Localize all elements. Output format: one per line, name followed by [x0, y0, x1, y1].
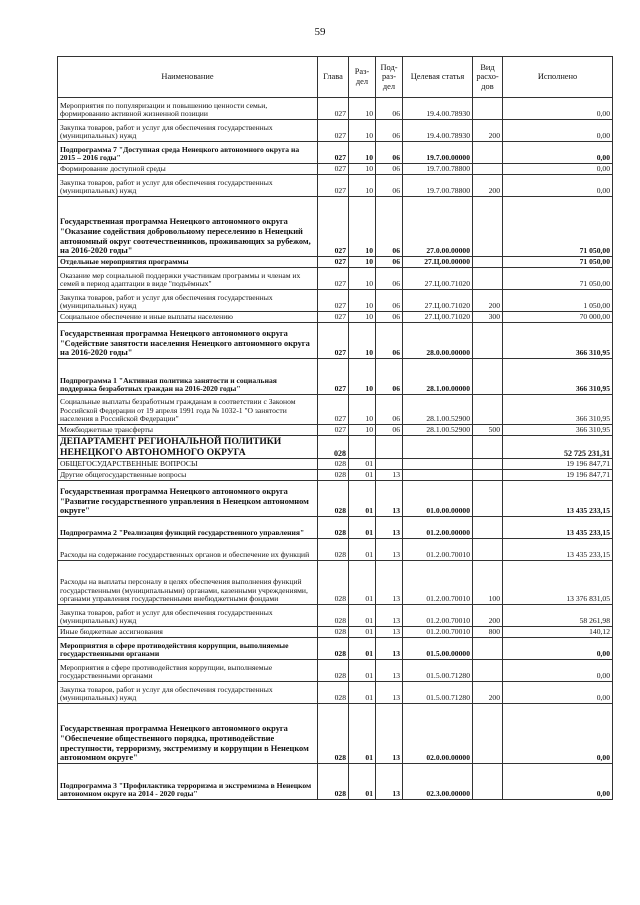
cell-vid [473, 395, 503, 425]
cell-cel: 27.Ц.00.71020 [403, 268, 473, 290]
cell-podrazdel: 13 [376, 704, 403, 764]
cell-glava: 028 [318, 436, 349, 459]
cell-podrazdel: 13 [376, 539, 403, 561]
cell-glava: 027 [318, 257, 349, 268]
cell-vid: 200 [473, 290, 503, 312]
cell-podrazdel: 06 [376, 268, 403, 290]
cell-razdel: 10 [349, 98, 376, 120]
cell-vid: 800 [473, 627, 503, 638]
cell-amount: 71 050,00 [503, 257, 613, 268]
cell-cel: 27.Ц.00.71020 [403, 312, 473, 323]
cell-cel: 01.2.00.70010 [403, 561, 473, 605]
cell-glava: 028 [318, 481, 349, 517]
cell-name: Оказание мер социальной поддержки участникам программы и членам их семей в период адаптации в виде "подъёмных" [58, 268, 318, 290]
cell-podrazdel: 06 [376, 323, 403, 359]
cell-vid [473, 704, 503, 764]
cell-vid [473, 539, 503, 561]
table-row [58, 175, 613, 197]
cell-name: Мероприятия по популяризации и повышению ценности семьи, формированию активной жизненной позиции [58, 98, 318, 120]
cell-razdel: 01 [349, 481, 376, 517]
cell-cel [403, 459, 473, 470]
cell-amount: 19 196 847,71 [503, 470, 613, 481]
cell-podrazdel: 06 [376, 290, 403, 312]
cell-vid [473, 481, 503, 517]
cell-razdel: 01 [349, 605, 376, 627]
cell-amount: 0,00 [503, 704, 613, 764]
cell-amount: 71 050,00 [503, 197, 613, 257]
cell-amount: 0,00 [503, 98, 613, 120]
table-row [58, 561, 613, 605]
cell-razdel: 01 [349, 517, 376, 539]
table-row [58, 605, 613, 627]
cell-name: Государственная программа Ненецкого автономного округа "Развитие государственного управления в Ненецком автономном округе" [58, 481, 318, 517]
table-row [58, 323, 613, 359]
cell-glava: 027 [318, 290, 349, 312]
cell-cel: 01.2.00.00000 [403, 517, 473, 539]
cell-vid [473, 98, 503, 120]
cell-razdel: 10 [349, 323, 376, 359]
cell-name: Формирование доступной среды [58, 164, 318, 175]
cell-glava: 027 [318, 425, 349, 436]
cell-name: Расходы на выплаты персоналу в целях обеспечения выполнения функций государственными (муниципальными) органами, казенными учреждениями, органами управления государственными внебюджетными фондами [58, 561, 318, 605]
cell-glava: 028 [318, 459, 349, 470]
table-row [58, 660, 613, 682]
cell-name: Закупка товаров, работ и услуг для обеспечения государственных (муниципальных) нужд [58, 290, 318, 312]
cell-vid [473, 470, 503, 481]
cell-amount: 366 310,95 [503, 323, 613, 359]
cell-amount: 0,00 [503, 175, 613, 197]
cell-glava: 028 [318, 638, 349, 660]
cell-name: Социальное обеспечение и иные выплаты населению [58, 312, 318, 323]
cell-razdel: 10 [349, 290, 376, 312]
cell-glava: 028 [318, 470, 349, 481]
cell-name: Подпрограмма 7 "Доступная среда Ненецкого автономного округа на 2015 – 2016 годы" [58, 142, 318, 164]
cell-podrazdel: 13 [376, 660, 403, 682]
cell-vid [473, 660, 503, 682]
cell-razdel: 10 [349, 164, 376, 175]
cell-podrazdel: 13 [376, 627, 403, 638]
cell-glava: 028 [318, 605, 349, 627]
cell-amount: 0,00 [503, 682, 613, 704]
cell-cel: 27.0.00.00000 [403, 197, 473, 257]
cell-amount: 366 310,95 [503, 359, 613, 395]
header-ispolneno: Исполнено [503, 57, 613, 98]
cell-cel: 01.5.00.71280 [403, 682, 473, 704]
cell-amount: 52 725 231,31 [503, 436, 613, 459]
cell-vid: 200 [473, 605, 503, 627]
cell-vid [473, 197, 503, 257]
cell-podrazdel: 06 [376, 312, 403, 323]
cell-razdel: 01 [349, 561, 376, 605]
cell-amount: 0,00 [503, 120, 613, 142]
table-header-row [58, 57, 613, 98]
cell-cel: 19.4.00.78930 [403, 98, 473, 120]
cell-amount: 366 310,95 [503, 425, 613, 436]
cell-razdel: 10 [349, 175, 376, 197]
table-row [58, 395, 613, 425]
table-row [58, 197, 613, 257]
cell-glava: 027 [318, 164, 349, 175]
cell-vid [473, 359, 503, 395]
cell-cel: 27.Ц.00.71020 [403, 290, 473, 312]
cell-name: Мероприятия в сфере противодействия коррупции, выполняемые государственными органами [58, 638, 318, 660]
cell-razdel: 10 [349, 359, 376, 395]
cell-name: Закупка товаров, работ и услуг для обеспечения государственных (муниципальных) нужд [58, 605, 318, 627]
cell-amount: 71 050,00 [503, 268, 613, 290]
cell-razdel: 01 [349, 764, 376, 800]
page-number: 59 [314, 26, 326, 38]
cell-razdel [349, 436, 376, 459]
budget-table [57, 56, 613, 800]
cell-podrazdel [376, 436, 403, 459]
table-row [58, 312, 613, 323]
cell-glava: 028 [318, 682, 349, 704]
cell-podrazdel: 06 [376, 175, 403, 197]
cell-name: ДЕПАРТАМЕНТ РЕГИОНАЛЬНОЙ ПОЛИТИКИ НЕНЕЦКОГО АВТОНОМНОГО ОКРУГА [58, 436, 318, 459]
cell-name: Закупка товаров, работ и услуг для обеспечения государственных (муниципальных) нужд [58, 120, 318, 142]
cell-razdel: 01 [349, 459, 376, 470]
cell-podrazdel: 13 [376, 638, 403, 660]
cell-amount: 366 310,95 [503, 395, 613, 425]
cell-glava: 027 [318, 197, 349, 257]
table-row [58, 436, 613, 459]
cell-podrazdel: 06 [376, 359, 403, 395]
cell-vid: 300 [473, 312, 503, 323]
cell-cel: 01.2.00.70010 [403, 627, 473, 638]
table-row [58, 764, 613, 800]
cell-cel: 01.5.00.00000 [403, 638, 473, 660]
cell-vid: 200 [473, 120, 503, 142]
cell-razdel: 10 [349, 395, 376, 425]
cell-razdel: 10 [349, 142, 376, 164]
cell-glava: 027 [318, 395, 349, 425]
cell-razdel: 10 [349, 425, 376, 436]
cell-glava: 028 [318, 561, 349, 605]
table-row [58, 120, 613, 142]
cell-cel: 02.3.00.00000 [403, 764, 473, 800]
cell-razdel: 01 [349, 470, 376, 481]
cell-podrazdel: 13 [376, 682, 403, 704]
cell-razdel: 01 [349, 638, 376, 660]
table-row [58, 481, 613, 517]
cell-cel: 02.0.00.00000 [403, 704, 473, 764]
cell-razdel: 01 [349, 704, 376, 764]
cell-razdel: 10 [349, 257, 376, 268]
cell-vid [473, 638, 503, 660]
cell-name: Подпрограмма 1 "Активная политика занятости и социальная поддержка безработных граждан на 2016-2020 годы" [58, 359, 318, 395]
cell-name: Государственная программа Ненецкого автономного округа "Обеспечение общественного порядка, противодействие преступности, терроризму, экстремизму и коррупции в Ненецком автономном округе" [58, 704, 318, 764]
table-row [58, 704, 613, 764]
cell-podrazdel: 13 [376, 605, 403, 627]
cell-cel: 28.0.00.00000 [403, 323, 473, 359]
header-vid: Вид расхо-дов [473, 57, 503, 98]
cell-vid [473, 323, 503, 359]
table-row [58, 359, 613, 395]
cell-vid: 200 [473, 175, 503, 197]
cell-name: Подпрограмма 2 "Реализация функций государственного управления" [58, 517, 318, 539]
cell-cel: 28.1.00.00000 [403, 359, 473, 395]
cell-amount: 0,00 [503, 660, 613, 682]
cell-vid [473, 257, 503, 268]
table-row [58, 98, 613, 120]
cell-amount: 13 435 233,15 [503, 539, 613, 561]
table-row [58, 459, 613, 470]
cell-name: Мероприятия в сфере противодействия коррупции, выполняемые государственными органами [58, 660, 318, 682]
table-row [58, 268, 613, 290]
table-row [58, 638, 613, 660]
cell-cel: 19.7.00.00000 [403, 142, 473, 164]
cell-podrazdel: 06 [376, 164, 403, 175]
table-row [58, 470, 613, 481]
table-row [58, 290, 613, 312]
cell-amount: 0,00 [503, 142, 613, 164]
table-row [58, 627, 613, 638]
cell-podrazdel [376, 459, 403, 470]
cell-glava: 028 [318, 704, 349, 764]
cell-glava: 027 [318, 175, 349, 197]
table-row [58, 517, 613, 539]
header-name: Наименование [58, 57, 318, 98]
cell-amount: 19 196 847,71 [503, 459, 613, 470]
cell-amount: 58 261,98 [503, 605, 613, 627]
table-row [58, 142, 613, 164]
cell-amount: 13 376 831,05 [503, 561, 613, 605]
cell-cel: 01.5.00.71280 [403, 660, 473, 682]
cell-amount: 13 435 233,15 [503, 481, 613, 517]
cell-razdel: 01 [349, 627, 376, 638]
cell-name: Социальные выплаты безработным гражданам в соответствии с Законом Российской Федерации от 19 апреля 1991 года № 1032-1 "О занятости населения в Российской Федерации" [58, 395, 318, 425]
cell-podrazdel: 06 [376, 98, 403, 120]
cell-vid: 500 [473, 425, 503, 436]
cell-podrazdel: 13 [376, 561, 403, 605]
cell-glava: 027 [318, 312, 349, 323]
cell-cel: 01.2.00.70010 [403, 539, 473, 561]
cell-podrazdel: 06 [376, 395, 403, 425]
cell-razdel: 10 [349, 312, 376, 323]
cell-glava: 027 [318, 142, 349, 164]
cell-amount: 140,12 [503, 627, 613, 638]
cell-name: Подпрограмма 3 "Профилактика терроризма и экстремизма в Ненецком автономном округе на 2014 - 2020 годы" [58, 764, 318, 800]
cell-name: ОБЩЕГОСУДАРСТВЕННЫЕ ВОПРОСЫ [58, 459, 318, 470]
cell-name: Государственная программа Ненецкого автономного округа "Содействие занятости населения Ненецкого автономного округа на 2016-2020 годы" [58, 323, 318, 359]
cell-cel: 28.1.00.52900 [403, 425, 473, 436]
cell-cel: 27.Ц.00.00000 [403, 257, 473, 268]
cell-razdel: 01 [349, 539, 376, 561]
cell-amount: 70 000,00 [503, 312, 613, 323]
cell-cel: 19.7.00.78800 [403, 175, 473, 197]
cell-amount: 1 050,00 [503, 290, 613, 312]
cell-name: Отдельные мероприятия программы [58, 257, 318, 268]
cell-glava: 028 [318, 764, 349, 800]
cell-vid [473, 517, 503, 539]
cell-glava: 028 [318, 539, 349, 561]
cell-name: Иные бюджетные ассигнования [58, 627, 318, 638]
cell-amount: 13 435 233,15 [503, 517, 613, 539]
cell-glava: 028 [318, 660, 349, 682]
cell-razdel: 01 [349, 660, 376, 682]
cell-vid [473, 459, 503, 470]
cell-vid [473, 142, 503, 164]
header-podrazdel: Под-раз-дел [376, 57, 403, 98]
cell-razdel: 01 [349, 682, 376, 704]
cell-amount: 0,00 [503, 764, 613, 800]
cell-podrazdel: 06 [376, 257, 403, 268]
cell-vid [473, 164, 503, 175]
cell-cel [403, 470, 473, 481]
cell-podrazdel: 06 [376, 142, 403, 164]
cell-cel [403, 436, 473, 459]
cell-razdel: 10 [349, 120, 376, 142]
table-row [58, 539, 613, 561]
table-row [58, 164, 613, 175]
header-razdel: Раз-дел [349, 57, 376, 98]
cell-amount: 0,00 [503, 638, 613, 660]
cell-cel: 28.1.00.52900 [403, 395, 473, 425]
cell-name: Государственная программа Ненецкого автономного округа "Оказание содействия добровольному переселению в Ненецкий автономный округ соотечественников, проживающих за рубежом, на 2016-2020 годы" [58, 197, 318, 257]
cell-cel: 01.0.00.00000 [403, 481, 473, 517]
cell-name: Другие общегосударственные вопросы [58, 470, 318, 481]
table-row [58, 425, 613, 436]
cell-podrazdel: 06 [376, 197, 403, 257]
cell-glava: 027 [318, 323, 349, 359]
cell-glava: 028 [318, 517, 349, 539]
cell-razdel: 10 [349, 197, 376, 257]
cell-glava: 027 [318, 268, 349, 290]
cell-razdel: 10 [349, 268, 376, 290]
cell-name: Закупка товаров, работ и услуг для обеспечения государственных (муниципальных) нужд [58, 175, 318, 197]
cell-vid [473, 436, 503, 459]
cell-glava: 027 [318, 120, 349, 142]
cell-vid [473, 268, 503, 290]
cell-vid [473, 764, 503, 800]
cell-name: Расходы на содержание государственных органов и обеспечение их функций [58, 539, 318, 561]
cell-glava: 027 [318, 359, 349, 395]
cell-podrazdel: 06 [376, 120, 403, 142]
cell-glava: 028 [318, 627, 349, 638]
cell-podrazdel: 13 [376, 517, 403, 539]
cell-cel: 19.7.00.78800 [403, 164, 473, 175]
table-row [58, 682, 613, 704]
cell-glava: 027 [318, 98, 349, 120]
cell-amount: 0,00 [503, 164, 613, 175]
cell-podrazdel: 06 [376, 425, 403, 436]
cell-name: Межбюджетные трансферты [58, 425, 318, 436]
cell-cel: 01.2.00.70010 [403, 605, 473, 627]
cell-podrazdel: 13 [376, 481, 403, 517]
cell-podrazdel: 13 [376, 470, 403, 481]
cell-name: Закупка товаров, работ и услуг для обеспечения государственных (муниципальных) нужд [58, 682, 318, 704]
cell-podrazdel: 13 [376, 764, 403, 800]
cell-vid: 200 [473, 682, 503, 704]
cell-cel: 19.4.00.78930 [403, 120, 473, 142]
header-cel: Целевая статья [403, 57, 473, 98]
table-row [58, 257, 613, 268]
header-glava: Глава [318, 57, 349, 98]
cell-vid: 100 [473, 561, 503, 605]
